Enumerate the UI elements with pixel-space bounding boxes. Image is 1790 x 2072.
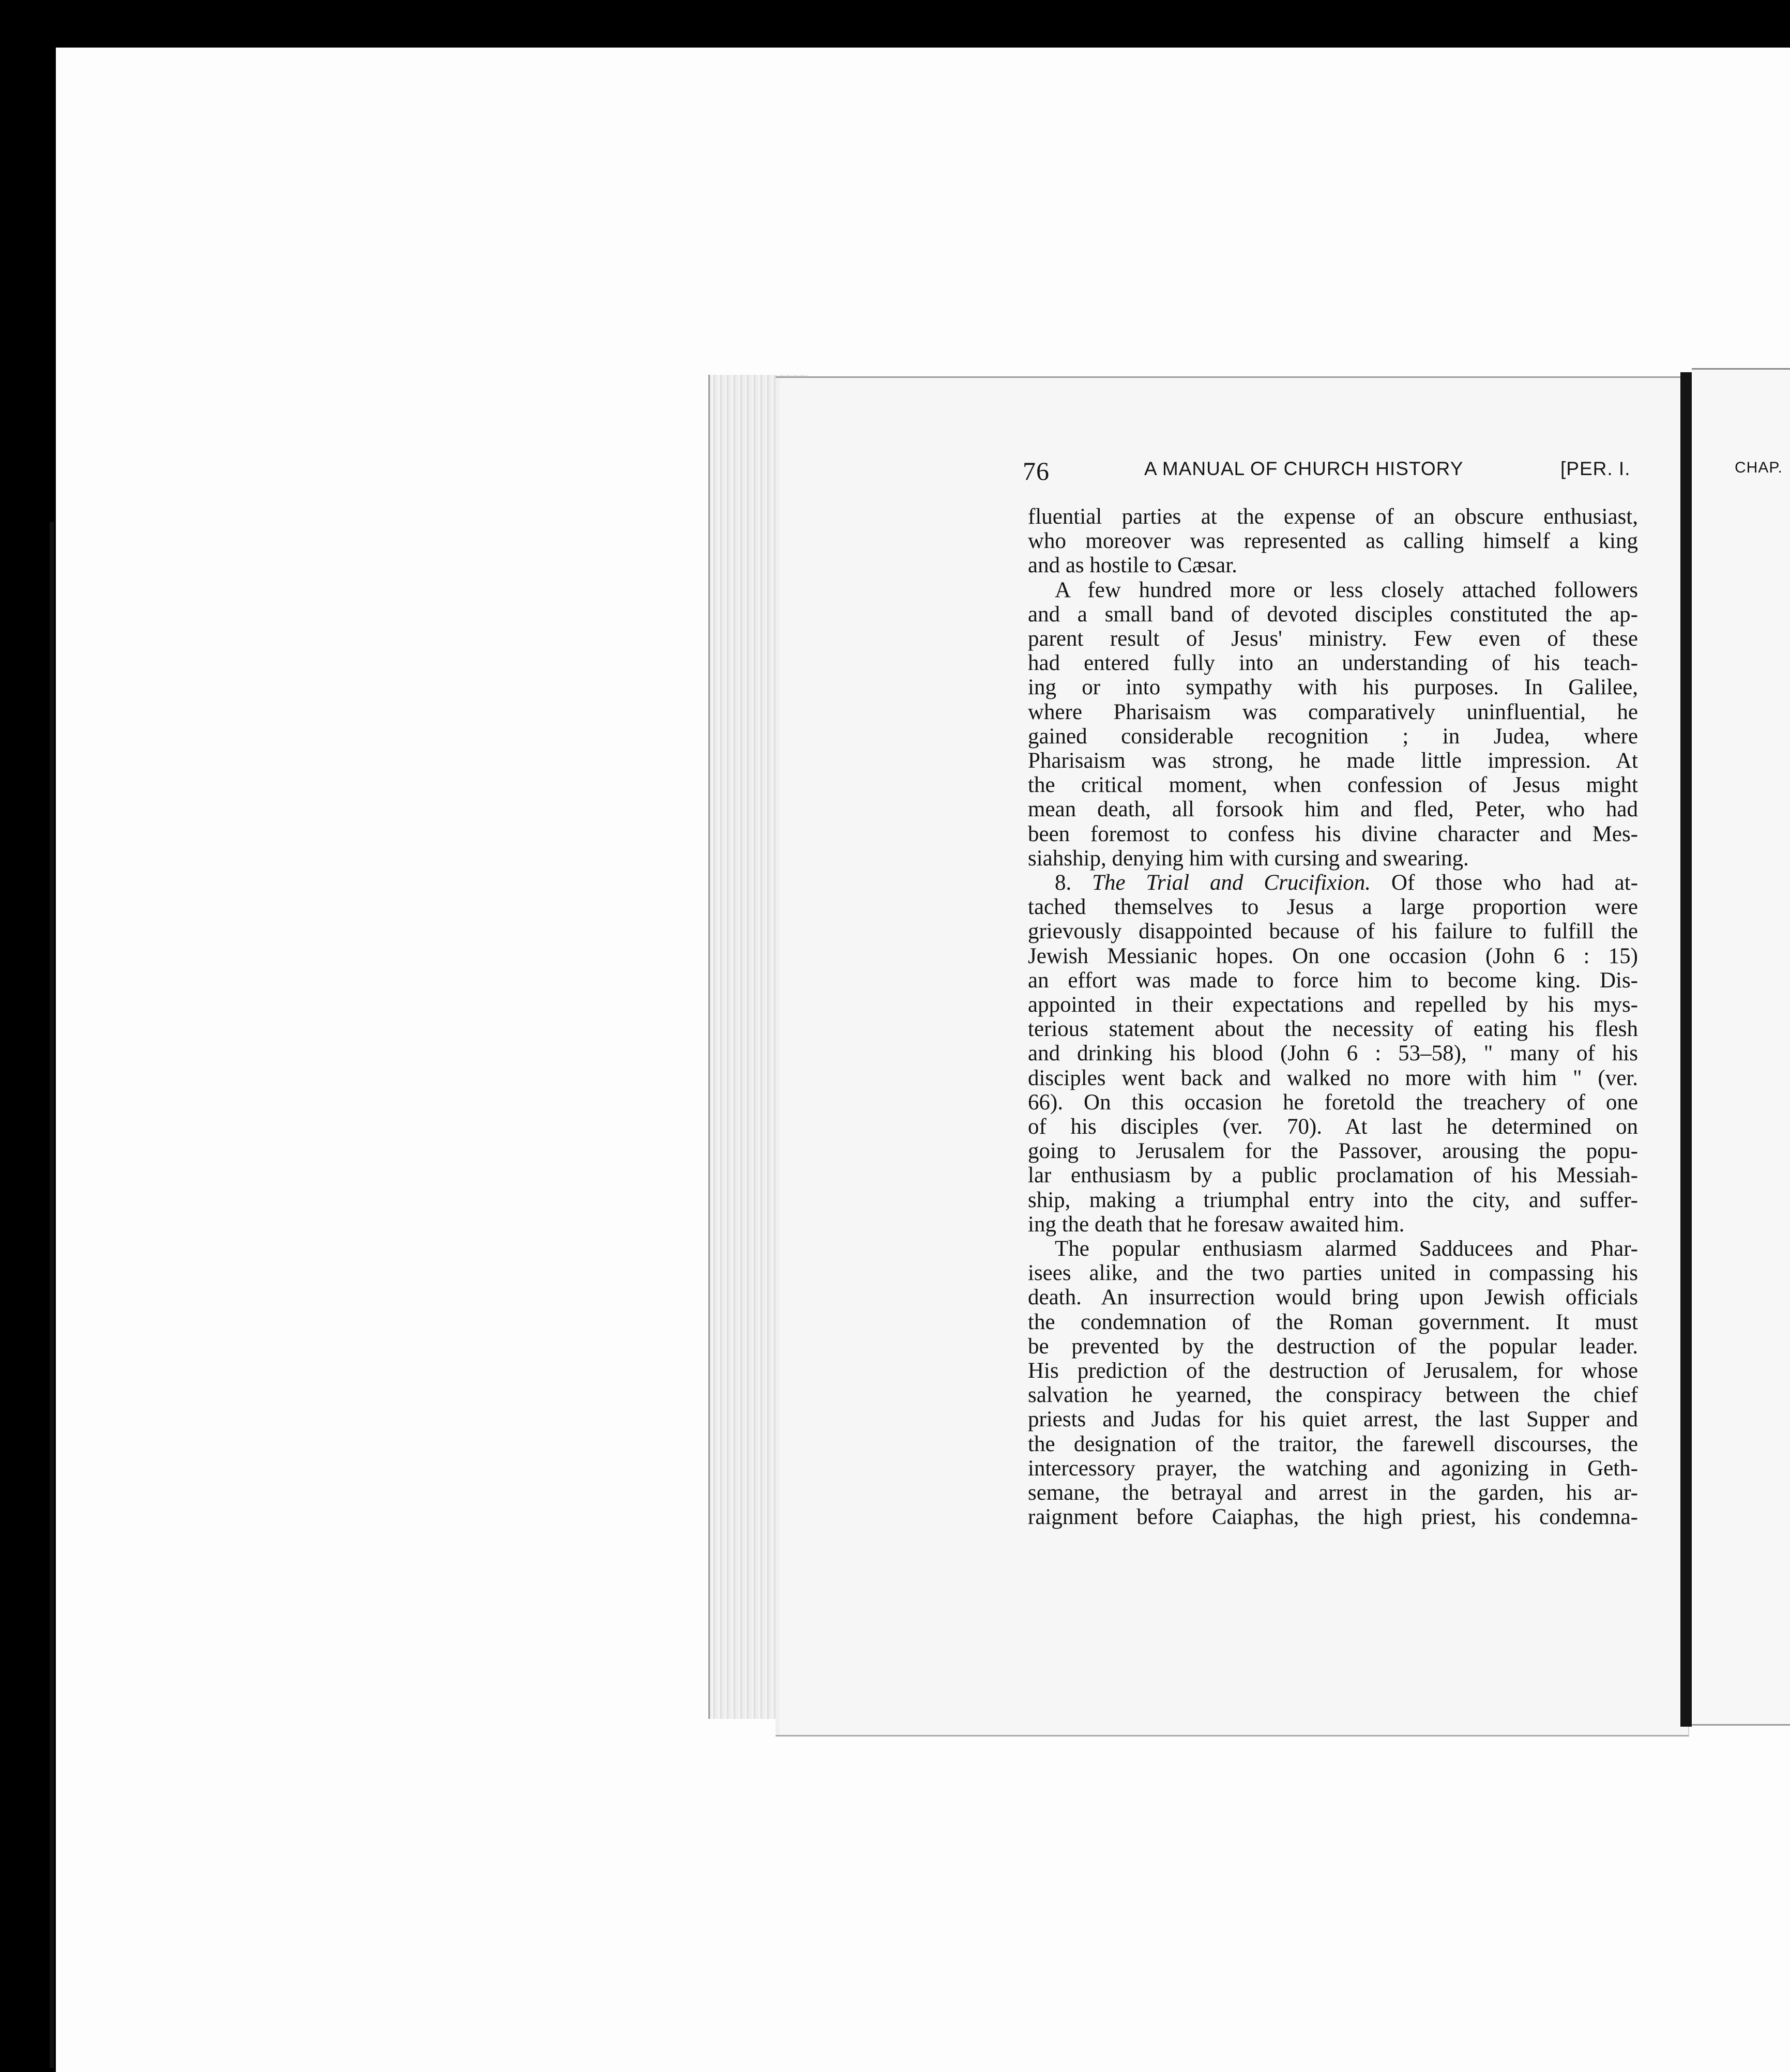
line-text: 66). On this occasion he foretold the treachery of one	[1028, 1090, 1638, 1115]
line-text: priests and Judas for his quiet arrest, the last Supper and	[1028, 1407, 1638, 1432]
line-text: the designation of the traitor, the farewell discourses, the	[1028, 1431, 1638, 1456]
line-text: Jewish Messianic hopes. On one occasion (John 6 : 15)	[1028, 943, 1638, 968]
line-text: and as hostile to Cæsar.	[1028, 553, 1237, 578]
text-line	[1028, 554, 1638, 576]
line-text: ing or into sympathy with his purposes. In Galilee,	[1028, 675, 1638, 700]
text-line	[1028, 969, 1638, 992]
text-line	[1028, 530, 1638, 552]
line-text: an effort was made to force him to become king. Dis-	[1028, 968, 1638, 993]
line-text: isees alike, and the two parties united in compassing his	[1028, 1261, 1638, 1286]
line-text: siahship, denying him with cursing and swearing.	[1028, 846, 1469, 871]
right-page	[1692, 368, 1790, 1726]
line-text: grievously disappointed because of his failure to fulfill the	[1028, 919, 1638, 944]
text-line	[1028, 872, 1638, 894]
text-line	[1028, 1506, 1638, 1528]
page-number: 76	[1023, 456, 1050, 485]
line-text: had entered fully into an understanding of his teach-	[1028, 651, 1638, 676]
line-text: tached themselves to Jesus a large proportion were	[1028, 895, 1638, 920]
line-text: semane, the betrayal and arrest in the garden, his ar-	[1028, 1481, 1638, 1505]
line-text: of his disciples (ver. 70). At last he determined on	[1028, 1115, 1638, 1139]
text-line	[1028, 579, 1638, 601]
text-line	[1028, 725, 1638, 748]
text-line	[1028, 676, 1638, 698]
line-text: disciples went back and walked no more with him " (ver.	[1028, 1065, 1638, 1090]
text-line	[1028, 1286, 1638, 1308]
text-line	[1028, 1457, 1638, 1480]
text-line	[1028, 945, 1638, 967]
running-title: A MANUAL OF CHURCH HISTORY	[1144, 458, 1464, 479]
line-text: fluential parties at the expense of an obscure enthusiast,	[1028, 505, 1638, 529]
text-line	[1028, 1384, 1638, 1406]
text-line	[1028, 798, 1638, 820]
text-line	[1028, 920, 1638, 942]
line-text: Of those who had at-	[1371, 871, 1639, 895]
text-line	[1028, 652, 1638, 674]
line-text: His prediction of the destruction of Jerusalem, for whose	[1028, 1359, 1638, 1383]
text-line	[1028, 1408, 1638, 1430]
text-line	[1028, 1164, 1638, 1186]
line-text: The popular enthusiasm alarmed Sadducees and Phar-	[1055, 1237, 1638, 1261]
text-line	[1028, 823, 1638, 845]
text-line	[1028, 1433, 1638, 1455]
line-text: mean death, all forsook him and fled, Peter, who had	[1028, 797, 1638, 822]
text-line	[1028, 1189, 1638, 1211]
section-number: 8.	[1055, 871, 1093, 895]
text-line	[1028, 628, 1638, 650]
line-text: lar enthusiasm by a public proclamation of his Messiah-	[1028, 1163, 1638, 1188]
text-line	[1028, 1067, 1638, 1089]
line-text: going to Jerusalem for the Passover, arousing the popu-	[1028, 1139, 1638, 1164]
line-text: who moreover was represented as calling himself a king	[1028, 529, 1638, 554]
text-line	[1028, 1213, 1638, 1236]
line-text: gained considerable recognition ; in Judea, where	[1028, 724, 1638, 749]
line-text: where Pharisaism was comparatively uninfluential, he	[1028, 699, 1638, 724]
line-text: the critical moment, when confession of Jesus might	[1028, 773, 1638, 798]
text-line	[1028, 1140, 1638, 1162]
line-text: been foremost to confess his divine character and Mes-	[1028, 821, 1638, 846]
book-gutter	[1680, 372, 1692, 1727]
line-text: ship, making a triumphal entry into the city, and suffer-	[1028, 1187, 1638, 1212]
text-line	[1028, 603, 1638, 626]
line-text: terious statement about the necessity of eating his flesh	[1028, 1017, 1638, 1042]
text-line	[1028, 1482, 1638, 1504]
text-line	[1028, 701, 1638, 723]
line-text: and a small band of devoted disciples constituted the ap-	[1028, 602, 1638, 627]
text-line	[1028, 1360, 1638, 1382]
line-text: parent result of Jesus' ministry. Few even of these	[1028, 627, 1638, 651]
text-line	[1028, 1262, 1638, 1284]
section-mark: [PER. I.	[1560, 458, 1631, 479]
line-text: and drinking his blood (John 6 : 53–58), " many of his	[1028, 1041, 1638, 1066]
line-text: raignment before Caiaphas, the high priest, his condemna-	[1028, 1505, 1638, 1530]
line-text: intercessory prayer, the watching and agonizing in Geth-	[1028, 1456, 1638, 1481]
text-line	[1028, 1238, 1638, 1260]
sheet-edge-shadow	[50, 522, 54, 2068]
text-line	[1028, 1091, 1638, 1114]
running-head	[1023, 455, 1695, 486]
line-text: ing the death that he foresaw awaited him.	[1028, 1212, 1405, 1237]
text-line	[1028, 1116, 1638, 1138]
line-text: death. An insurrection would bring upon Jewish officials	[1028, 1285, 1638, 1310]
text-line	[1028, 994, 1638, 1016]
text-line	[1028, 1335, 1638, 1358]
line-text: A few hundred more or less closely attached followers	[1055, 577, 1638, 602]
text-line	[1028, 1311, 1638, 1333]
text-line	[1028, 750, 1638, 772]
text-line	[1028, 896, 1638, 918]
text-line	[1028, 506, 1638, 528]
line-text: appointed in their expectations and repelled by his mys-	[1028, 993, 1638, 1017]
line-text: the condemnation of the Roman government. It must	[1028, 1309, 1638, 1334]
text-line	[1028, 847, 1638, 870]
line-text: be prevented by the destruction of the popular leader.	[1028, 1334, 1638, 1359]
right-running-head: CHAP.	[1735, 459, 1783, 476]
text-line	[1028, 1042, 1638, 1064]
line-text: Pharisaism was strong, he made little impression. At	[1028, 749, 1638, 773]
line-text: salvation he yearned, the conspiracy between the chief	[1028, 1383, 1638, 1408]
text-line	[1028, 774, 1638, 796]
text-line	[1028, 1018, 1638, 1040]
section-heading: The Trial and Crucifixion.	[1092, 871, 1371, 895]
